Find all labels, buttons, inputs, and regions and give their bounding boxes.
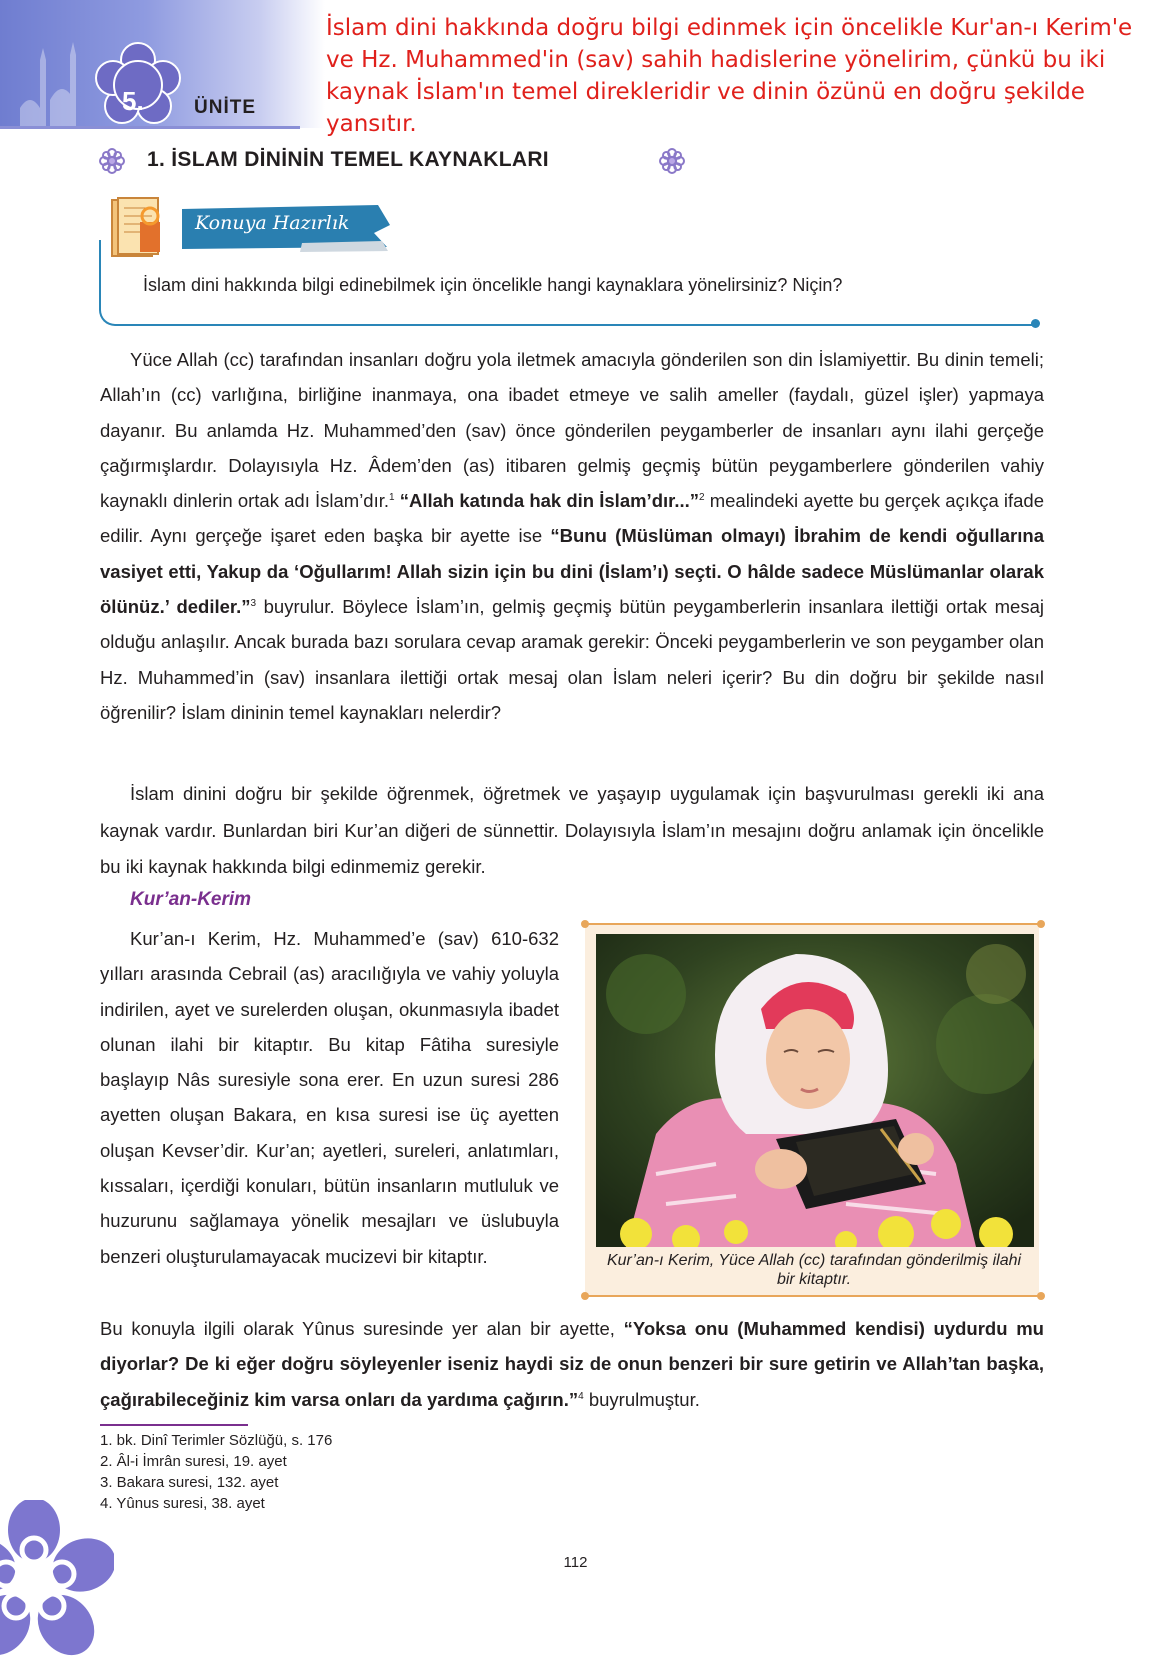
corner-flower-icon: [0, 1500, 114, 1660]
footnote-ref-3: 3: [250, 598, 257, 610]
p1-text-2: mealindeki ayette bu gerçek açıkça ifade edilir. Aynı gerçeğe işaret eden başka bir ayette ise: [100, 490, 1045, 547]
subsection-heading: Kur’an-Kerim: [130, 889, 252, 910]
body-paragraph-4: [100, 1311, 1044, 1417]
footnotes: [100, 1430, 332, 1514]
photo-frame-top-line: [585, 923, 1041, 925]
p1-text-3: buyrulur. Böylece İslam’ın, gelmiş geçmiş bütün peygamberlerin insanlara ilettiği ortak mesaj olduğu anlaşılır. Ancak burada bazı sorulara cevap aramak gerekir: Önceki peygamberlerin ve son peygamber olan Hz. Muhammed’in (sav) insanlara ilettiği ortak mesaj olan İslam neleri içerir? Bu din doğru bir şekilde nasıl öğrenilir? İslam dininin temel kaynakları nelerdir?: [100, 596, 1044, 723]
photo-frame-dot: [1037, 920, 1045, 928]
p4-quote-1: “Yoksa onu (Muhammed kendisi) uydurdu mu diyorlar? De ki eğer doğru söyleyenler iseniz haydi siz de onun benzeri bir sure getirin ve Allah’tan başka, çağırabileceğiniz kim varsa onları da yardıma çağırın.”: [100, 1318, 1044, 1410]
footnote-item: 1. bk. Dinî Terimler Sözlüğü, s. 176: [100, 1432, 333, 1449]
flower-ornament-icon: [99, 148, 125, 174]
photo-frame-dot: [581, 1292, 589, 1300]
footnote-ref-2: 2: [698, 492, 705, 504]
photo-frame-bottom-line: [585, 1295, 1041, 1297]
photo-frame-dot: [1037, 1292, 1045, 1300]
flower-ornament-icon: [659, 148, 685, 174]
unit-label: ÜNİTE: [194, 97, 256, 118]
footnote-ref-1: 1: [389, 492, 395, 504]
p1-text-1: Yüce Allah (cc) tarafından insanları doğru yola iletmek amacıyla gönderilen son din İslamiyettir. Bu dinin temeli; Allah’ın (cc) varlığına, birliğine inanmaya, ona ibadet etmeye ve salih ameller (faydalı, güzel işler) yapmaya dayanır. Bu anlamda Hz. Muhammed’den (sav) önce gönderilen peygamberler de insanları aynı ilahi gerçeğe çağırmışlardır. Dolayısıyla Hz. Âdem’den (as) itibaren gelmiş geçmiş bütün peygamberlere gönderilen vahiy kaynaklı dinlerin ortak adı İslam’dır.: [100, 349, 1044, 512]
book-icon: [110, 196, 182, 260]
header-note: İslam dini hakkında doğru bilgi edinmek için öncelikle Kur'an-ı Kerim'e ve Hz. Muhammed'in (sav) sahih hadislerine yönelirim, çünkü bu iki kaynak İslam'ın temel direkleridir ve dinin özünü en doğru şekilde yansıtır.: [326, 15, 1133, 137]
footnote-rule: [100, 1424, 248, 1426]
photo-frame-dot: [581, 920, 589, 928]
section-title: 1. İSLAM DİNİNİN TEMEL KAYNAKLARI: [147, 148, 549, 171]
p4-text-1: Bu konuyla ilgili olarak Yûnus suresinde yer alan bir ayette,: [100, 1318, 624, 1339]
readiness-title: Konuya Hazırlık: [195, 212, 350, 234]
readiness-question: İslam dini hakkında bilgi edinebilmek için öncelikle hangi kaynaklara yönelirsiniz? Niçin?: [143, 275, 843, 295]
photo-caption: Kur’an-ı Kerim, Yüce Allah (cc) tarafından gönderilmiş ilahi bir kitaptır.: [606, 1252, 1022, 1288]
page-number: 112: [563, 1554, 588, 1571]
footnote-ref-4: 4: [578, 1390, 584, 1402]
footnote-item: 4. Yûnus suresi, 38. ayet: [100, 1495, 265, 1512]
body-paragraph-1: [100, 342, 1044, 730]
readiness-frame-dot: [1031, 319, 1040, 328]
p2-text: İslam dinini doğru bir şekilde öğrenmek, öğretmek ve yaşayıp uygulamak için başvurulması gerekli iki ana kaynak vardır. Bunlardan biri Kur’an diğeri de sünnettir. Dolayısıyla İslam’ın mesajını doğru anlamak için öncelikle bu iki kaynak hakkında bilgi edinmemiz gerekir.: [100, 783, 1044, 877]
footnote-item: 2. Âl-i İmrân suresi, 19. ayet: [100, 1453, 287, 1470]
p4-text-2: buyrulmuştur.: [583, 1388, 700, 1410]
unit-number: 5.: [122, 86, 144, 116]
footnote-item: 3. Bakara suresi, 132. ayet: [100, 1474, 279, 1491]
photo-girl-reading-quran: [596, 934, 1034, 1247]
p1-quote-2: “Bunu (Müslüman olmayı) İbrahim de kendi oğullarına vasiyet etti, Yakup da ‘Oğullarım! Allah sizin için bu dini (İslam’ı) seçti. O hâlde sadece Müslümanlar olarak ölünüz.’ dediler.”: [100, 525, 1044, 618]
p3-text: Kur’an-ı Kerim, Hz. Muhammed’e (sav) 610-632 yılları arasında Cebrail (as) aracılığıyla ve vahiy yoluyla indirilen, ayet ve surelerden oluşan, okunmasıyla ibadet olunan ilahi bir kitaptır. Bu kitap Fâtiha suresiyle başlayıp Nâs suresiyle sona erer. En uzun suresi 286 ayetten oluşan Bakara, en kısa suresi ise üç ayetten oluşan Kevser’dir. Kur’an; ayetleri, sureleri, anlatımları, kıssaları, içerdiği konuları, bütün insanların mutluluk ve huzurunu sağlamaya yönelik mesajları ve üslubuyla benzeri oluşturulamayacak mucizevi bir kitaptır.: [100, 928, 559, 1267]
body-paragraph-3: [100, 921, 559, 1274]
p1-quote-1: “Allah katında hak din İslam’dır...”: [399, 490, 699, 512]
body-paragraph-2: [100, 776, 1044, 886]
